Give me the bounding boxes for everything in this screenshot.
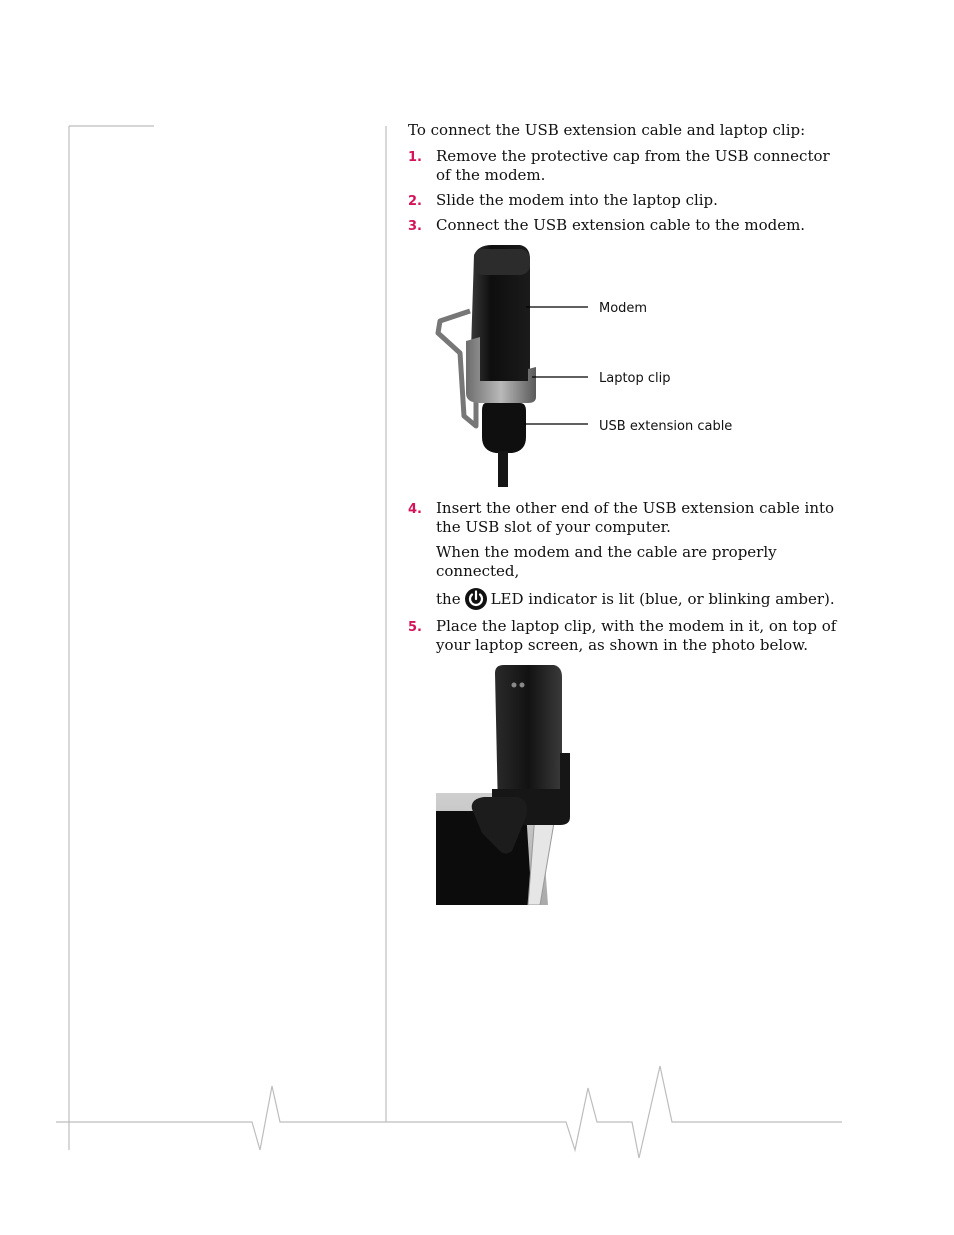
step-number: 5.: [408, 620, 422, 635]
power-icon: [464, 587, 488, 611]
step-text: Place the laptop clip, with the modem in it, on top of your laptop screen, as shown in the photo below.: [436, 617, 837, 654]
laptop-photo-figure: [408, 661, 848, 905]
step-4-led-note: [408, 587, 848, 611]
usb-cable: [498, 451, 508, 487]
step-1: [408, 147, 848, 185]
step-number: 2.: [408, 194, 422, 209]
step-5: [408, 617, 848, 655]
intro-text: To connect the USB extension cable and laptop clip:: [408, 121, 806, 139]
step-number: 3.: [408, 219, 422, 234]
led-note-suffix: LED indicator is lit (blue, or blinking amber).: [490, 589, 835, 608]
footer-pulse-line-right: [386, 1066, 842, 1158]
callout-modem: Modem: [599, 301, 648, 316]
step-number: 1.: [408, 150, 422, 165]
callout-usb-extension-cable: USB extension cable: [599, 419, 733, 434]
step-4-note: When the modem and the cable are properly connected,: [436, 543, 777, 580]
laptop-clip-photo: [408, 661, 608, 905]
led-note-prefix: the: [436, 589, 461, 608]
step-text: Remove the protective cap from the USB connector of the modem.: [436, 147, 830, 184]
modem-top-cap: [474, 249, 530, 275]
main-content: [408, 121, 848, 905]
step-4: [408, 499, 848, 537]
modem-clip-figure: [408, 241, 848, 491]
callout-laptop-clip: Laptop clip: [599, 371, 671, 386]
step-text: Connect the USB extension cable to the modem.: [436, 216, 806, 234]
modem-clip-illustration: [408, 241, 848, 491]
step-2: [408, 191, 848, 210]
step-text: Slide the modem into the laptop clip.: [436, 191, 718, 209]
step-3: [408, 216, 848, 235]
step-number: 4.: [408, 502, 422, 517]
footer-pulse-line-left: [56, 1086, 386, 1150]
step-text: Insert the other end of the USB extension cable into the USB slot of your computer.: [436, 499, 835, 536]
usb-extension-plug: [482, 403, 526, 453]
